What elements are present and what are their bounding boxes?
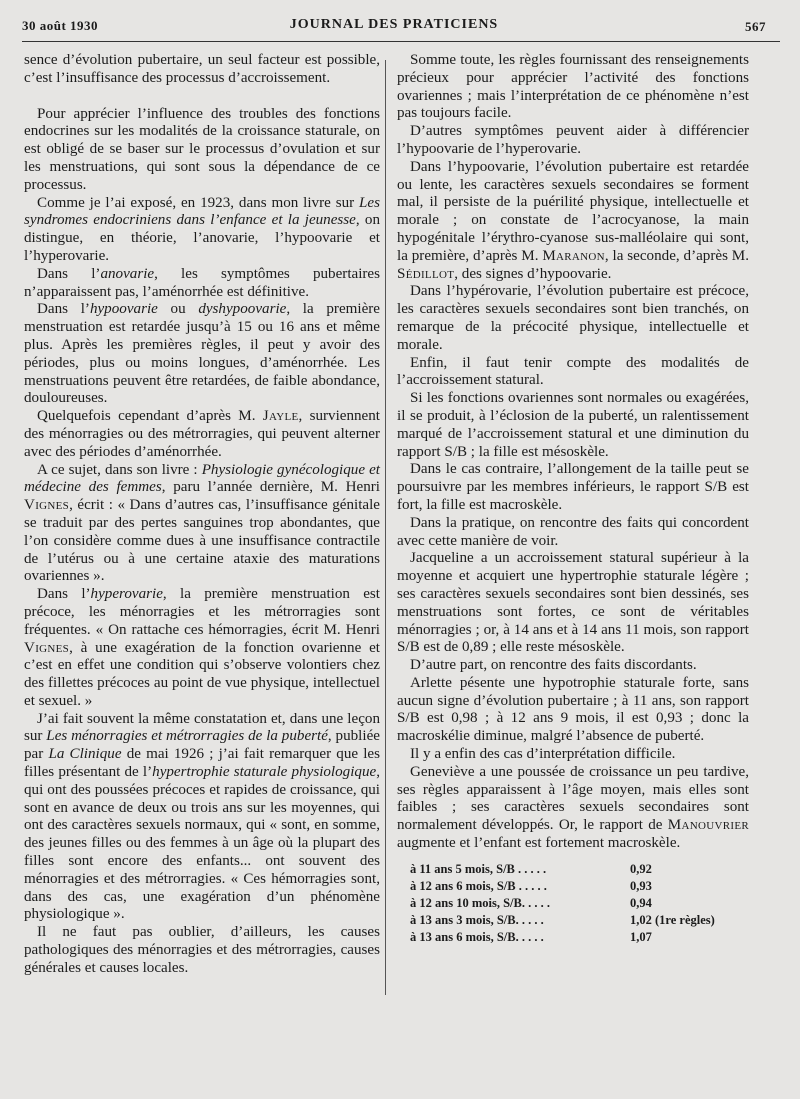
left-column [24,52,380,978]
paragraph: Dans l’hypoovarie, l’évolution pubertaire est retardée ou lente, les caractères sexuels secondaires se forment mal, il persiste de la puérilité physique, intellectuelle et morale ; on constate de l’acrocyanose, la main hypogénitale l’érythro-cyanose sus-malléolaire qui sont, la première, d’après M. Maranon, la seconde, d’après M. Sédillot, des signes d’hypoovarie. [397,158,749,282]
author-name: Maranon [542,247,605,264]
paragraph: Dans la pratique, on rencontre des faits qui concordent avec cette manière de voir. [397,514,749,549]
book-title: Physiologie gynécologique et médecine des femmes [24,461,380,496]
table-row: à 12 ans 6 mois, S/B . . . . . 0,93 [410,878,652,893]
paragraph: Pour apprécier l’influence des troubles des fonctions endocrines sur les modalités de la croissance staturale, on est obligé de se baser sur le processus d’ovulation et sur les menstruations, qui sont sous la dépendance de ce processus. [24,105,380,193]
author-name: Vignes [24,497,70,514]
page-header [22,14,766,40]
paragraph: J’ai fait souvent la même constatation et, dans une leçon sur Les ménorragies et métrorragies de la puberté, publiée par La Clinique de mai 1926 ; j’ai fait remarquer que les filles présentant de l’hypertrophie staturale physiologique, qui ont des poussées précoces et rapides de croissance, qui sont en avance de deux ou trois ans sur les moyennes, qui ont des caractères sexuels normaux, qui « sont, en somme, des jeunes filles ou des femmes à un âge où la plupart des filles sont encore des enfants... ont souvent des ménorragies et des métrorragies. « Ces hémorragies sont, dans des cas, une exagération d’un phénomène physiologique ». [24,710,381,923]
page-number: 567 [745,19,766,34]
table-row: à 11 ans 5 mois, S/B . . . . . 0,92 [410,861,652,876]
paragraph: Dans l’hypérovarie, l’évolution pubertaire est précoce, les caractères sexuels secondaires sont bien tranchés, on remarque de la précocité physique, intellectuelle et morale. [397,283,749,353]
paragraph: Dans le cas contraire, l’allongement de la taille peut se poursuivre par les membres inférieurs, le rapport S/B est fort, la fille est macroskèle. [397,461,749,513]
header-rule [22,41,780,42]
paragraph: Dans l’hyperovarie, la première menstruation est précoce, les ménorragies et les métrorragies sont fréquentes. « On rattache ces hémorragies, écrit M. Henri Vignes, à une exagération de la fonction ovarienne et c’est en effet une condition qui s’observe volontiers chez des fillettes précoces au point de vue physique, intellectuel et sexuel. » [24,586,380,709]
paragraph: Il ne faut pas oublier, d’ailleurs, les causes pathologiques des ménorragies et des métrorragies, causes générales et causes locales. [24,924,380,976]
author-name: Vignes [24,639,70,656]
paragraph: Dans l’hypoovarie ou dyshypoovarie, la première menstruation est retardée jusqu’à 15 ou 16 ans et même plus. Après les premières règles, il peut y avoir des périodes, plus ou moins longues, d’aménorrhée. Les menstruations peuvent être retardées, de faible abondance, douloureuses. [24,301,381,407]
issue-date: 30 août 1930 [22,18,99,33]
paragraph: A ce sujet, dans son livre : Physiologie gynécologique et médecine des femmes, paru l’année dernière, M. Henri Vignes, écrit : « Dans d’autres cas, l’insuffisance génitale se traduit par des pertes sanguines trop abondantes, que l’on considère comme dues à une insuffisance contractile de l’utérus ou à une certaine ataxie des maturations ovariennes ». [24,461,380,585]
paragraph: Si les fonctions ovariennes sont normales ou exagérées, il se produit, à l’éclosion de la puberté, un ralentissement marqué de l’accroissement statural et une diminution du rapport S/B ; la fille est mésoskèle. [397,390,749,460]
paragraph: Il y a enfin des cas d’interprétation difficile. [410,746,676,763]
paragraph: D’autre part, on rencontre des faits discordants. [410,657,697,674]
paragraph: Quelquefois cependant d’après M. Jayle, surviennent des ménorragies ou des métrorragies, qui peuvent alterner avec des périodes d’aménorrhée. [24,408,380,460]
right-column [397,52,749,946]
author-name: Manouvrier [667,817,749,834]
table-row: à 13 ans 3 mois, S/B. . . . . 1,02 (1re règles) [410,912,715,927]
table-row: à 13 ans 6 mois, S/B. . . . . 1,07 [410,929,652,944]
paragraph: Geneviève a une poussée de croissance un peu tardive, ses règles apparaissent à l’âge moyen, mais elles sont faibles ; ses caractères sexuels secondaires sont normalement développés. Or, le rapport de Manouvrier augmente et l’enfant est fortement macroskèle. [397,763,749,852]
journal-title: JOURNAL DES PRATICIENS [289,17,499,32]
column-divider [385,60,386,995]
measurement-table [410,861,749,946]
author-name: Jayle [262,408,299,425]
paragraph: sence d’évolution pubertaire, un seul facteur est possible, c’est l’insuffisance des processus d’accroissement. [24,52,380,86]
paragraph: Dans l’anovarie, les symptômes pubertaires n’apparaissent pas, l’aménorrhée est définitive. [24,265,380,300]
paragraph: Enfin, il faut tenir compte des modalités de l’accroissement statural. [397,354,749,389]
paragraph: Arlette pésente une hypotrophie staturale forte, sans aucun signe d’évolution pubertaire ; à 11 ans, son rapport S/B est 0,98 ; à 12 ans 9 mois, il est 0,93 ; donc la macroskélie diminue, malgré l’absence de puberté. [397,674,749,745]
paragraph: Comme je l’ai exposé, en 1923, dans mon livre sur Les syndromes endocriniens dans l’enfance et la jeunesse, on distingue, en théorie, l’anovarie, l’hypoovarie et l’hyperovarie. [24,194,381,264]
book-title: Les syndromes endocriniens dans l’enfance et la jeunesse [24,194,380,229]
table-row: à 12 ans 10 mois, S/B. . . . . 0,94 [410,895,652,910]
paragraph: Somme toute, les règles fournissant des renseignements précieux pour apprécier l’activité des fonctions ovariennes ; mais l’interprétation de ce phénomène n’est pas toujours facile. [397,52,749,122]
paragraph: D’autres symptômes peuvent aider à différencier l’hypoovarie de l’hyperovarie. [397,123,749,157]
author-name: Sédillot [397,265,455,282]
paragraph: Jacqueline a un accroissement statural supérieur à la moyenne et acquiert une hypertrophie staturale légère ; ses caractères sexuels secondaires sont bien dessinés, ses menstruations sont fortes, ce sont de véritables ménorragies ; or, à 14 ans et à 14 ans 11 mois, son rapport S/B est de 0,89 ; elle reste mésoskèle. [397,550,749,656]
